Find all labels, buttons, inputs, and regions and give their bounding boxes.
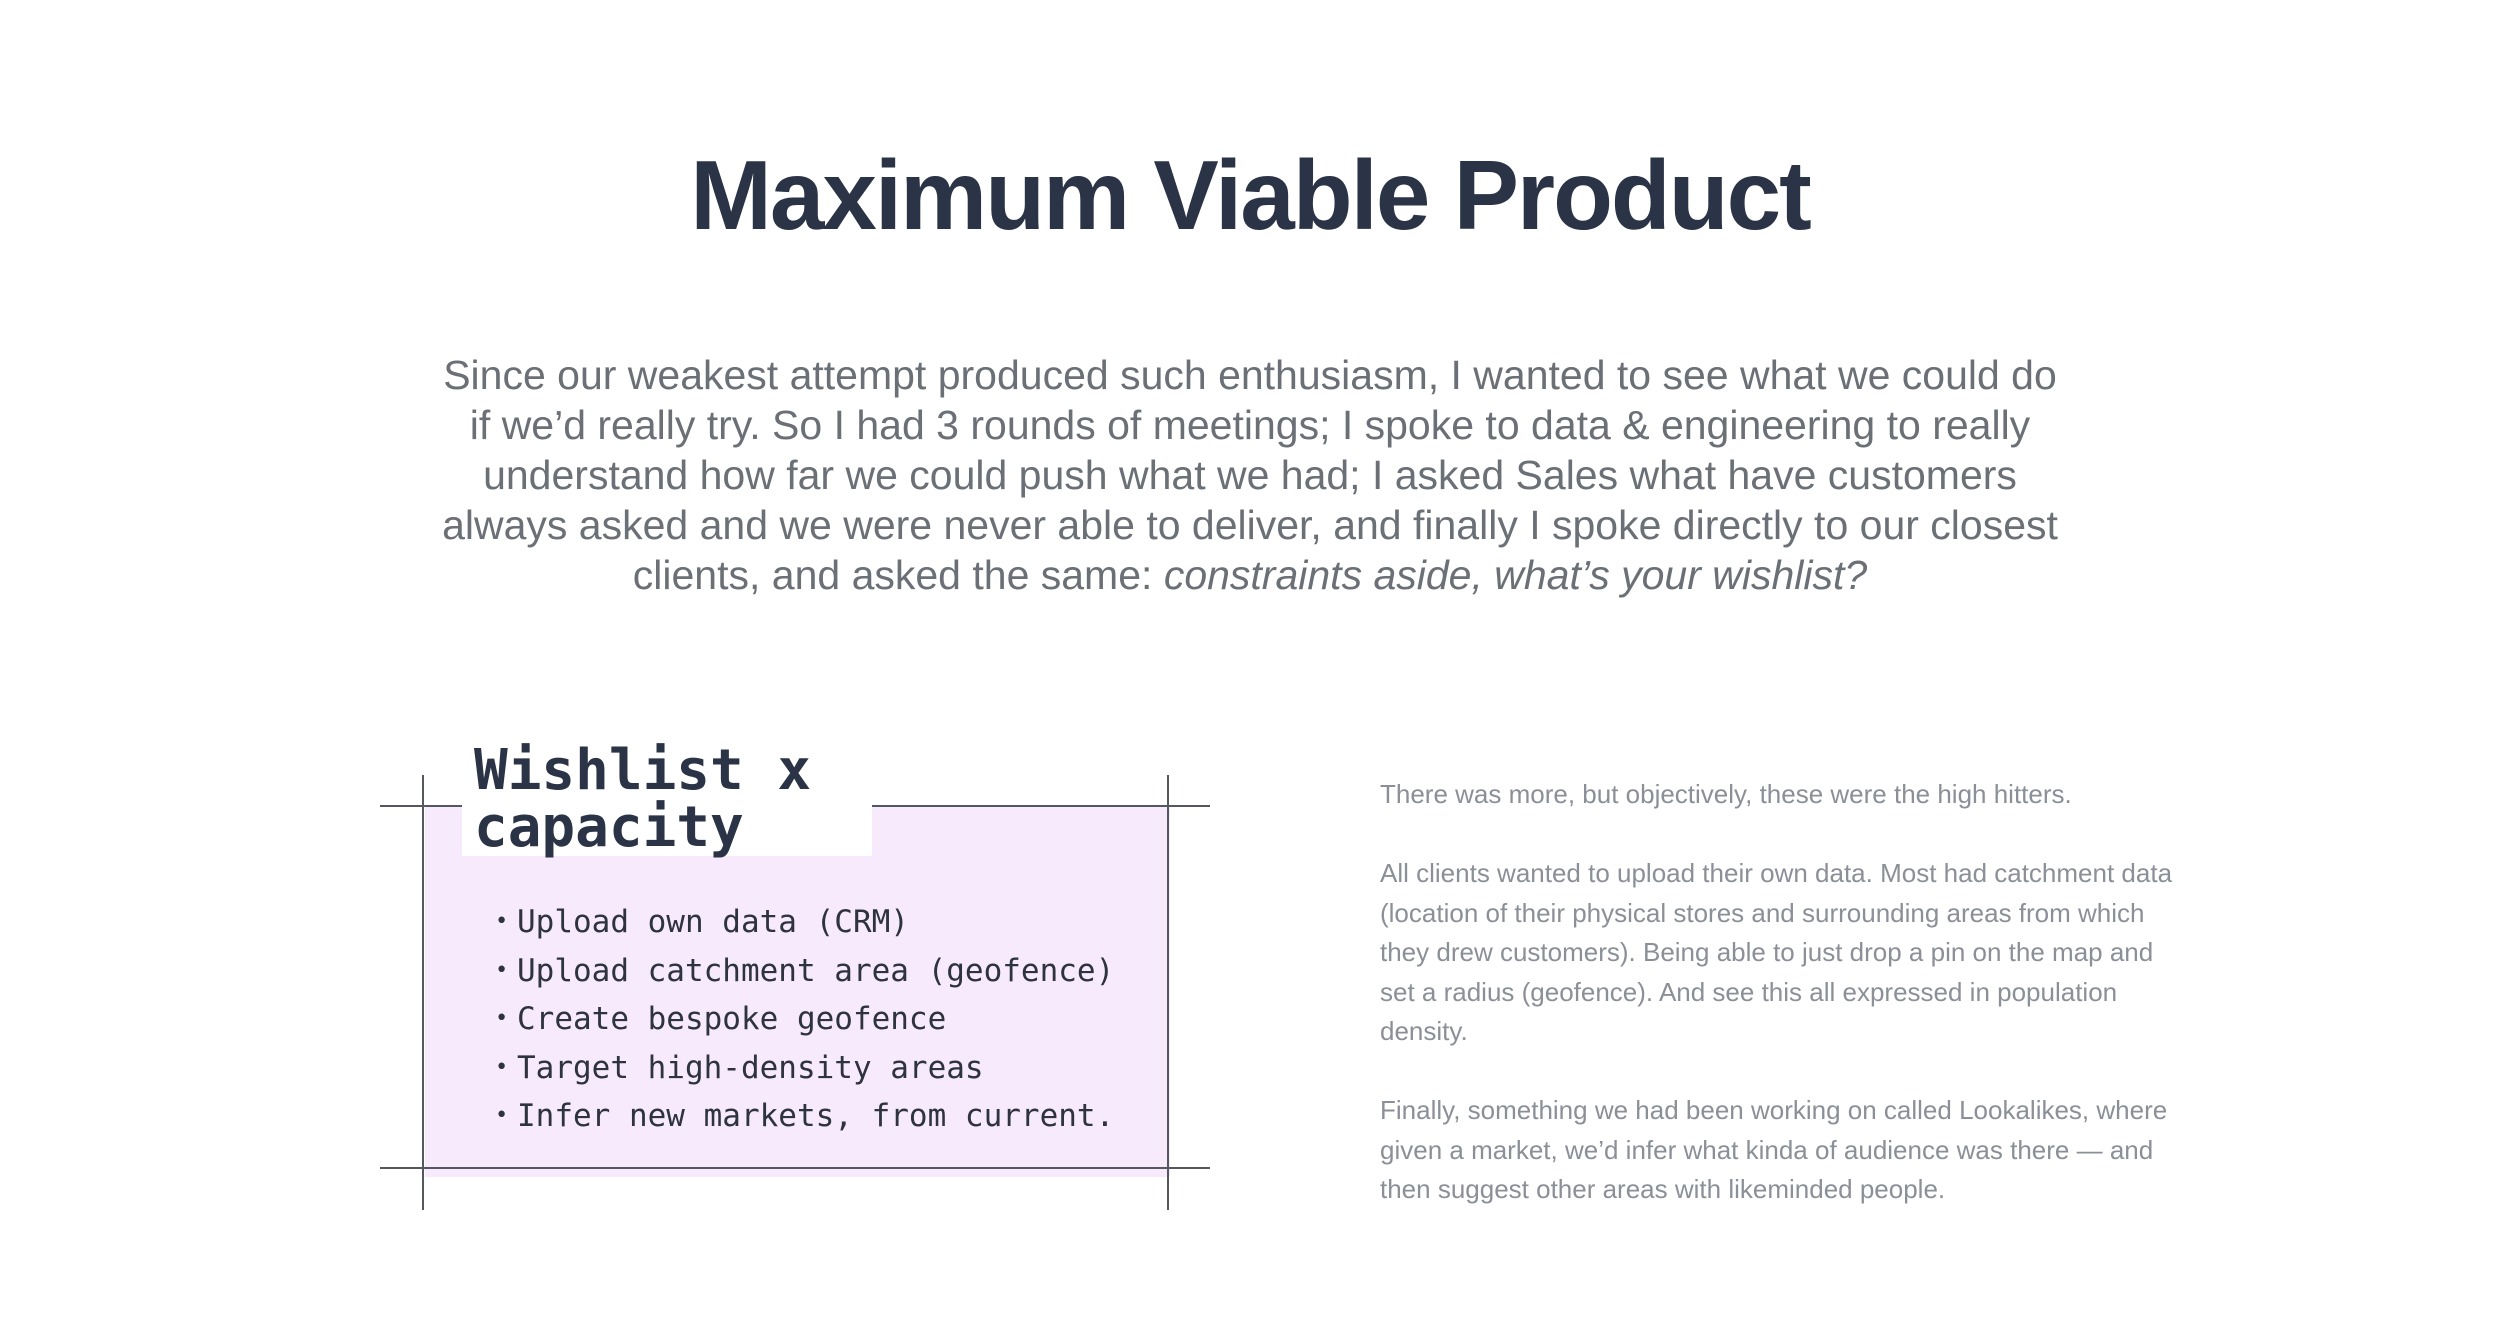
bullet-icon: • (495, 1054, 509, 1080)
list-item: • Create bespoke geofence (495, 995, 1114, 1044)
intro-text: Since our weakest attempt produced such enthusiasm, I wanted to see what we could do if we’d really try. So I had 3 rounds of meetings; I spoke to data & engineering to really understand how far we could push what we had; I asked Sales what have customers always asked and we were never able to deliver, and finally I spoke directly to our closest clients, and asked the same: (442, 352, 2058, 598)
intro-paragraph (440, 350, 2060, 600)
note-paragraph-3: Finally, something we had been working on called Lookalikes, where given a market, we’d infer what kinda of audience was there — and then suggest other areas with likeminded people. (1380, 1095, 2168, 1204)
bullet-icon: • (495, 909, 509, 934)
list-item: • Upload own data (CRM) (495, 898, 1114, 947)
side-notes (1380, 775, 2180, 1249)
bullet-icon: • (495, 1103, 509, 1128)
wishlist-list (495, 898, 1114, 1141)
page-title: Maximum Viable Product (690, 140, 1810, 250)
wishlist-title: Wishlist x capacity (462, 742, 872, 856)
list-item: • Infer new markets, from current. (495, 1092, 1114, 1141)
intro-emphasis: constraints aside, what’s your wishlist? (1163, 552, 1868, 598)
note-paragraph-2: All clients wanted to upload their own data. Most had catchment data (location of their physical stores and surrounding areas from which they drew customers). Being able to just drop a pin on the map and set a radius (geofence). And see this all expressed in population density. (1380, 858, 2173, 1046)
note-paragraph-1: There was more, but objectively, these were the high hitters. (1380, 779, 2072, 809)
crop-line-left (422, 775, 424, 1210)
list-item: • Target high-density areas (495, 1044, 1114, 1093)
crop-line-bottom (380, 1167, 1210, 1169)
bullet-icon: • (495, 957, 509, 983)
bullet-icon: • (495, 1006, 509, 1031)
list-item: • Upload catchment area (geofence) (495, 947, 1114, 996)
crop-line-right (1167, 775, 1169, 1210)
crop-line-top-right (865, 805, 1210, 807)
